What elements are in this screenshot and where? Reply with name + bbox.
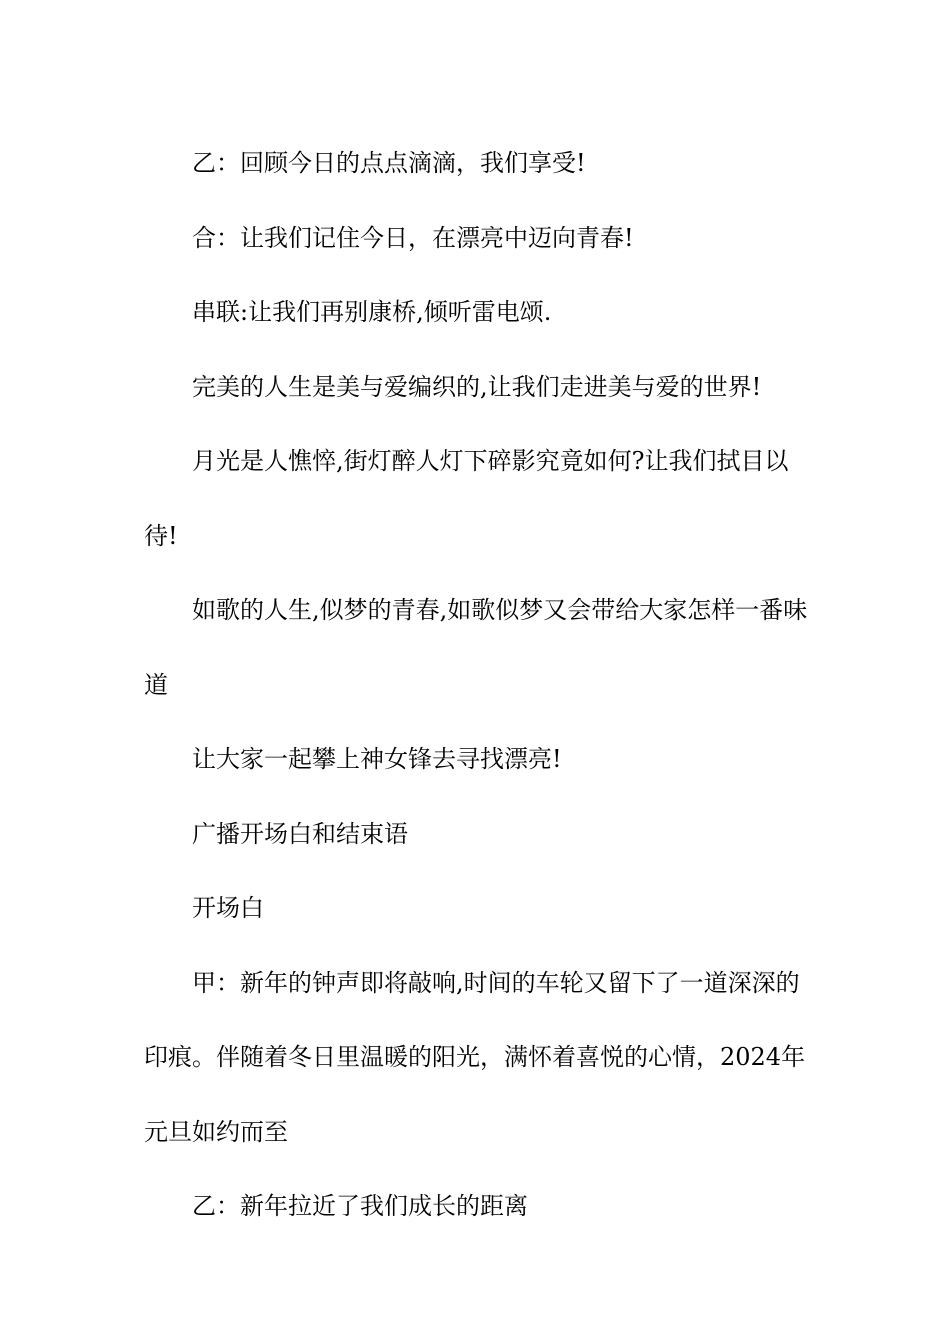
paragraph: 串联:让我们再别康桥,倾听雷电颂. — [192, 298, 552, 326]
paragraph: 月光是人憔悴,街灯醉人灯下碎影究竟如何?让我们拭目以待! — [144, 447, 789, 550]
paragraph: 乙：回顾今日的点点滴滴，我们享受! — [192, 149, 586, 177]
document-body — [144, 126, 808, 1244]
paragraph: 合：让我们记住今日，在漂亮中迈向青春! — [192, 223, 634, 252]
paragraph: 如歌的人生,似梦的青春,如歌似梦又会带给大家怎样一番味道 — [144, 596, 808, 699]
section-heading: 广播开场白和结束语 — [192, 819, 408, 848]
paragraph: 甲：新年的钟声即将敲响,时间的车轮又留下了一道深深的印痕。伴随着冬日里温暖的阳光，满怀着喜悦的心情，2024年元旦如约而至 — [144, 968, 806, 1146]
paragraph: 让大家一起攀上神女锋去寻找漂亮! — [192, 745, 562, 773]
subsection-heading: 开场白 — [192, 894, 264, 922]
paragraph: 完美的人生是美与爱编织的,让我们走进美与爱的世界! — [192, 372, 762, 401]
paragraph: 乙：新年拉近了我们成长的距离 — [192, 1192, 528, 1220]
